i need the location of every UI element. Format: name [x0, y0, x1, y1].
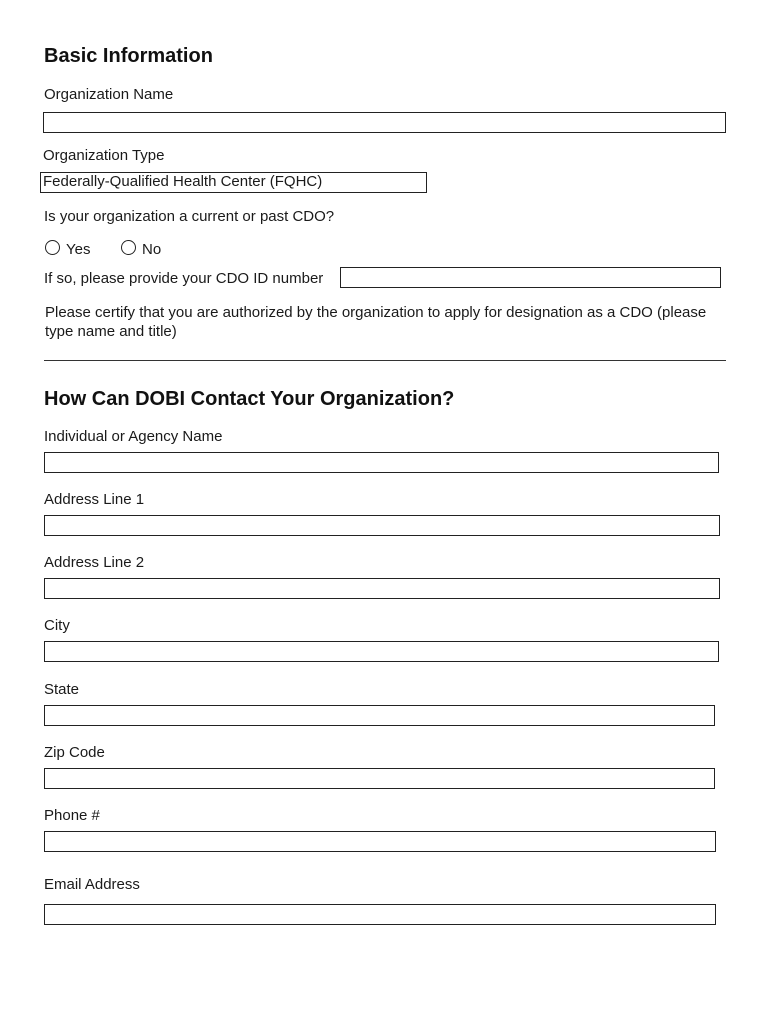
certify-text: Please certify that you are authorized by the organization to apply for designation as a CDO (please type name and title)	[45, 304, 707, 340]
email-input[interactable]	[44, 904, 716, 925]
org-name-label: Organization Name	[44, 86, 174, 103]
address-line2-label: Address Line 2	[44, 554, 145, 571]
phone-label: Phone #	[44, 807, 100, 824]
agency-name-input[interactable]	[44, 452, 719, 473]
phone-input[interactable]	[44, 831, 716, 852]
address-line1-label: Address Line 1	[44, 491, 145, 508]
org-type-select[interactable]: Federally-Qualified Health Center (FQHC)	[40, 172, 427, 193]
org-type-label: Organization Type	[43, 147, 165, 164]
city-input[interactable]	[44, 641, 719, 662]
state-input[interactable]	[44, 705, 715, 726]
radio-yes[interactable]	[45, 240, 60, 255]
radio-no-label: No	[142, 241, 162, 258]
state-label: State	[44, 681, 80, 698]
org-name-input[interactable]	[43, 112, 726, 133]
basic-info-heading: Basic Information	[44, 45, 213, 67]
radio-yes-label: Yes	[66, 241, 91, 258]
contact-heading: How Can DOBI Contact Your Organization?	[44, 388, 455, 410]
email-label: Email Address	[44, 876, 140, 893]
agency-name-label: Individual or Agency Name	[44, 428, 223, 445]
zip-code-label: Zip Code	[44, 744, 105, 761]
city-label: City	[44, 617, 70, 634]
section-divider	[44, 360, 726, 361]
cdo-id-label: If so, please provide your CDO ID number	[44, 270, 324, 287]
cdo-question-label: Is your organization a current or past CDO?	[44, 208, 335, 225]
address-line1-input[interactable]	[44, 515, 720, 536]
radio-no[interactable]	[121, 240, 136, 255]
zip-code-input[interactable]	[44, 768, 715, 789]
address-line2-input[interactable]	[44, 578, 720, 599]
cdo-id-input[interactable]	[340, 267, 721, 288]
